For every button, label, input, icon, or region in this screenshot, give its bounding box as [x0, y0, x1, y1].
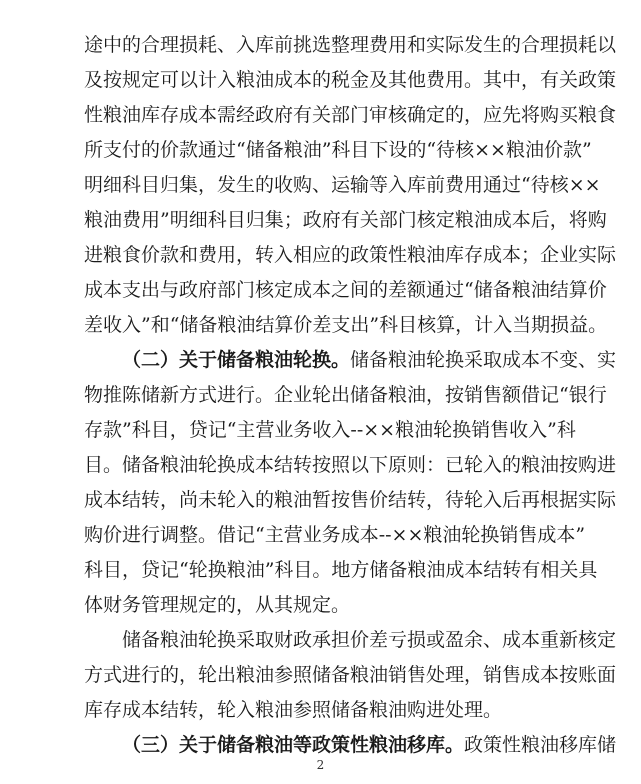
text-line: 成本结转，尚未轮入的粮油暂按售价结转，待轮入后再根据实际	[84, 489, 617, 511]
section-first-line	[122, 349, 617, 371]
text-line: 存款”科目，贷记“主营业务收入--××粮油轮换销售收入”科	[84, 419, 576, 441]
section-heading: （二）关于储备粮油轮换。	[122, 349, 351, 371]
section-heading: （三）关于储备粮油等政策性粮油移库。	[122, 734, 465, 756]
page-number: 2	[316, 758, 325, 772]
text-line: 粮油费用”明细科目归集；政府有关部门核定粮油成本后，将购	[84, 209, 607, 231]
text-line: 购价进行调整。借记“主营业务成本--××粮油轮换销售成本”	[84, 524, 586, 546]
text-line: 方式进行的，轮出粮油参照储备粮油销售处理，销售成本按账面	[84, 664, 617, 686]
text-line: 及按规定可以计入粮油成本的税金及其他费用。其中，有关政策	[84, 69, 617, 91]
text-line: 体财务管理规定的，从其规定。	[84, 594, 351, 616]
text-line: 目。储备粮油轮换成本结转按照以下原则：已轮入的粮油按购进	[84, 454, 617, 476]
text-line: 科目，贷记“轮换粮油”科目。地方储备粮油成本结转有相关具	[84, 559, 598, 581]
text-line: 差收入”和“储备粮油结算价差支出”科目核算，计入当期损益。	[84, 314, 608, 336]
text-line: 进粮食价款和费用，转入相应的政策性粮油库存成本；企业实际	[84, 244, 617, 266]
text-line: 物推陈储新方式进行。企业轮出储备粮油，按销售额借记“银行	[84, 384, 607, 406]
text-line: 明细科目归集，发生的收购、运输等入库前费用通过“待核××	[84, 174, 601, 196]
text-span: 政策性粮油移库储	[464, 734, 617, 756]
text-line: 储备粮油轮换采取财政承担价差亏损或盈余、成本重新核定	[122, 629, 617, 651]
text-line: 性粮油库存成本需经政府有关部门审核确定的，应先将购买粮食	[84, 104, 617, 126]
text-line: 途中的合理损耗、入库前挑选整理费用和实际发生的合理损耗以	[84, 34, 617, 56]
text-span: 储备粮油轮换采取成本不变、实	[350, 349, 617, 371]
section-first-line	[122, 734, 617, 756]
text-line: 库存成本结转，轮入粮油参照储备粮油购进处理。	[84, 699, 503, 721]
text-line: 所支付的价款通过“储备粮油”科目下设的“待核××粮油价款”	[84, 139, 592, 161]
text-line: 成本支出与政府部门核定成本之间的差额通过“储备粮油结算价	[84, 279, 607, 301]
